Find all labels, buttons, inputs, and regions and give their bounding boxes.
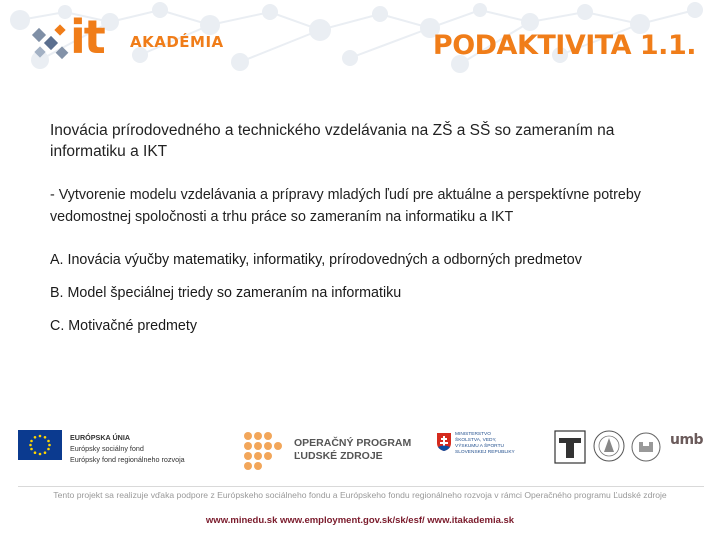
eu-flag-icon <box>18 430 62 460</box>
ministry-line: ŠKOLSTVA, VEDY, <box>455 438 497 443</box>
footer-links[interactable]: www.minedu.sk www.employment.gov.sk/sk/esf/ www.itakademia.sk <box>205 515 515 526</box>
op-line-1: OPERAČNÝ PROGRAM <box>294 437 412 449</box>
funding-disclaimer: Tento projekt sa realizuje vďaka podpore z Európskeho sociálneho fondu a Európskeho fondu regionálneho rozvoja v rámci Operačného programu Ľudské zdroje <box>53 490 667 500</box>
op-text <box>294 437 411 463</box>
network-cubes-icon <box>30 22 74 66</box>
partner-logos <box>0 420 720 480</box>
logo-akademia-text: AKADÉMIA <box>130 33 224 51</box>
slovak-crest-icon <box>436 432 452 452</box>
header <box>0 0 720 100</box>
footer-divider <box>18 486 704 487</box>
ministry-line: SLOVENSKEJ REPUBLIKY <box>455 450 515 455</box>
op-line-2: ĽUDSKÉ ZDROJE <box>294 450 383 462</box>
eu-title: EURÓPSKA ÚNIA <box>70 433 131 442</box>
eu-erdf: Európsky fond regionálneho rozvoja <box>70 455 185 464</box>
list-item: B. Model špeciálnej triedy so zameraním na informatiku <box>50 285 402 301</box>
intro-paragraph: Inovácia prírodovedného a technického vzdelávania na ZŠ a SŠ so zameraním na informatiku a IKT <box>50 122 615 160</box>
list-item: A. Inovácia výučby matematiky, informatiky, prírodovedných a odborných predmetov <box>50 252 582 268</box>
eu-text <box>70 432 185 465</box>
eu-esf: Európsky sociálny fond <box>70 444 144 453</box>
it-akademia-logo <box>30 10 230 80</box>
list-item: C. Motivačné predmety <box>50 318 197 334</box>
ministry-text <box>455 432 515 456</box>
logo-it-text: it <box>70 10 104 64</box>
university-seal-icon <box>554 430 586 464</box>
main-content <box>50 120 690 349</box>
umb-logo: umb <box>670 432 704 448</box>
faculty-seal-icon <box>592 428 626 464</box>
ministry-line: VÝSKUMU A ŠPORTU <box>455 444 504 449</box>
goal-paragraph: - Vytvorenie modelu vzdelávania a prípravy mladých ľudí pre aktuálne a perspektívne potreby vedomostnej spoločnosti a trhu práce so zameraním na informatiku a IKT <box>50 187 641 225</box>
page-title: PODAKTIVITA 1.1. <box>432 30 696 61</box>
ministry-line: MINISTERSTVO <box>455 432 491 437</box>
op-dots-logo-icon <box>242 430 284 472</box>
city-seal-icon <box>630 430 662 464</box>
